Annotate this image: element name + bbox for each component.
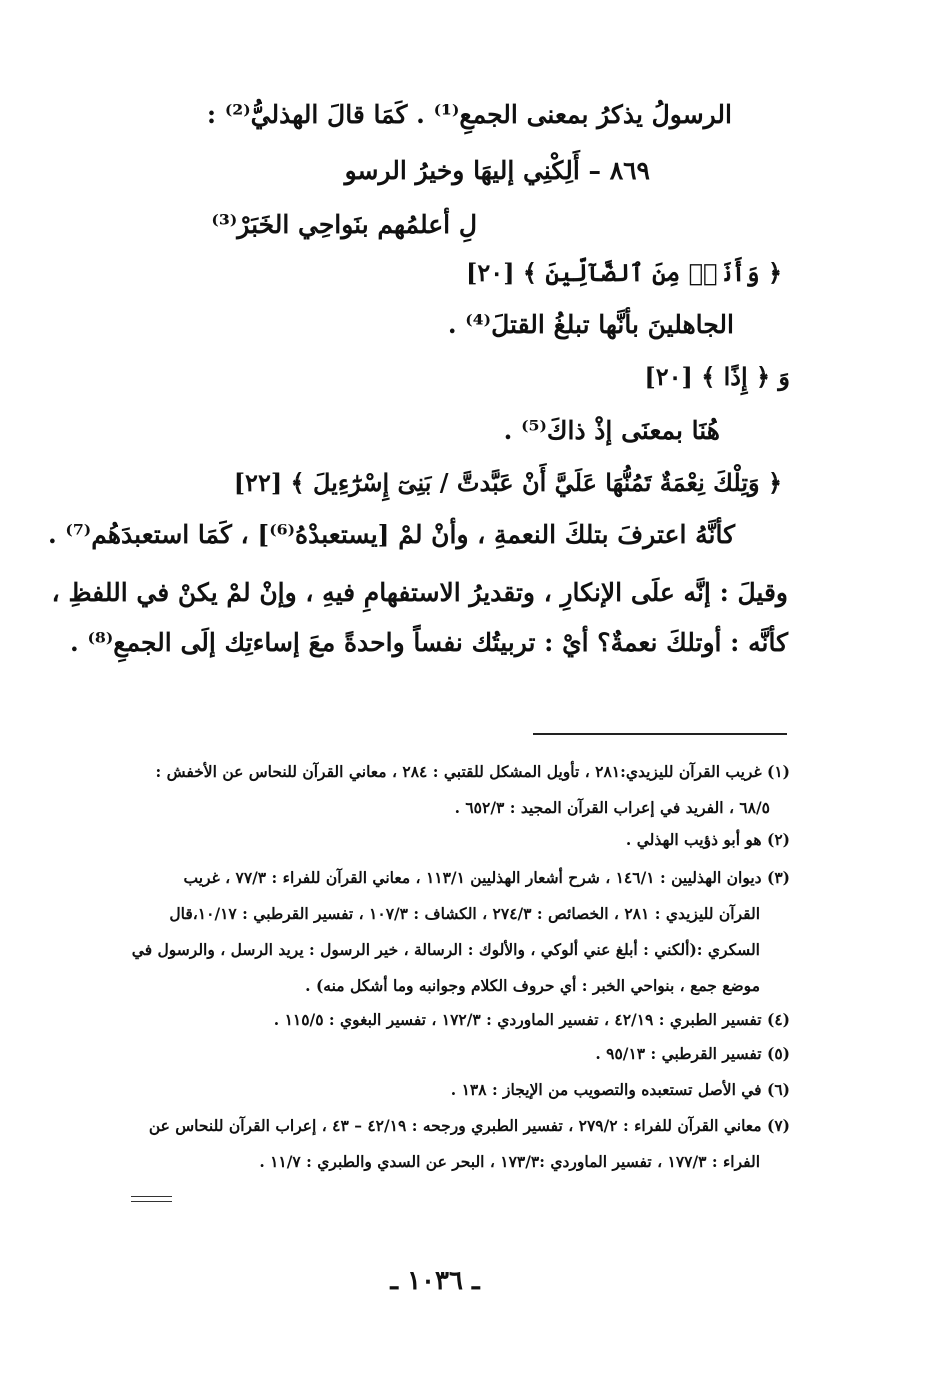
body-line: وقيلَ : إنَّه علَى الإنكارِ ، وتقديرُ الاستفهامِ فيهِ ، وإنْ لمْ يكنْ في اللفظِ ، xyxy=(51,578,788,607)
body-line: الرسولُ يذكرُ بمعنى الجمعِ⁽¹⁾ . كَمَا قالَ الهذليُّ⁽²⁾ : xyxy=(206,100,732,129)
footnote-line: (٧) معاني القرآن للفراء : ٢٧٩/٢ ، تفسير الطبري ورجحه : ٤٢/١٩ – ٤٣ ، إعراب القرآن للنحاس عن xyxy=(148,1116,790,1135)
poem-line: ٨٦٩ – أَلِكْنِي إليهَا وخيرُ الرسو xyxy=(344,156,650,185)
quran-verse: ﴿ وَأَنَا۠ مِنَ ٱلضَّآلِّينَ ﴾ [٢٠] xyxy=(466,258,782,287)
footnote-line: موضع جمع ، بنواحي الخبر : أي حروف الكلام وجوانبه وما أشكل منه) . xyxy=(305,976,760,995)
body-line: الجاهلينَ بأنَّها تبلغُ القتلَ⁽⁴⁾ . xyxy=(447,310,734,339)
body-line: كأنَّهُ اعترفَ بتلكَ النعمةِ ، وأنْ لمْ [يستعبدْهُ⁽⁶⁾] ، كَمَا استعبدَهُم⁽⁷⁾ . xyxy=(47,520,735,549)
footnote-line: ٦٨/٥ ، الفريد في إعراب القرآن المجيد : ٦٥٢/٣ . xyxy=(454,798,770,817)
footnote-line: السكري :(ألكني : أبلغ عني ألوكي ، والألوك : الرسالة ، خير الرسول : يريد الرسل ، والرسول في xyxy=(131,940,760,959)
quran-verse: وَ ﴿ إِذًا ﴾ [٢٠] xyxy=(644,362,790,391)
footnote-line: (٣) ديوان الهذليين : ١٤٦/١ ، شرح أشعار الهذليين ١١٣/١ ، معاني القرآن للفراء : ٧٧/٣ ، غريب xyxy=(183,868,790,887)
footnote-line: (٦) في الأصل تستعبده والتصويب من الإيجاز : ١٣٨ . xyxy=(450,1080,790,1099)
footnote-line: (٢) هو أبو ذؤيب الهذلي . xyxy=(625,830,790,849)
footnote-separator xyxy=(533,733,787,735)
body-line: هُنَا بمعنَى إذْ ذاكَ⁽⁵⁾ . xyxy=(503,416,720,445)
footnote-line: (٥) تفسير القرطبي : ٩٥/١٣ . xyxy=(595,1044,790,1063)
footnote-line: (١) غريب القرآن لليزيدي:٢٨١ ، تأويل المشكل للقتبي : ٢٨٤ ، معاني القرآن للنحاس عن الأخفش : xyxy=(155,762,790,781)
poem-line: لِ أعلمُهم بنَواحِي الخَبَرْ⁽³⁾ xyxy=(211,210,477,239)
footnote-line: القرآن لليزيدي : ٢٨١ ، الخصائص : ٢٧٤/٣ ، الكشاف : ١٠٧/٣ ، تفسير القرطبي : ١٠/١٧،قال xyxy=(169,904,760,923)
page-number: ـ ١٠٣٦ ـ xyxy=(390,1266,480,1296)
quran-verse: ﴿ وَتِلْكَ نِعْمَةٌ تَمُنُّهَا عَلَيَّ أَنْ عَبَّدتَّ / بَنِىٓ إِسْرَٰٓءِيلَ ﴾ [٢٢] xyxy=(233,468,782,497)
footnote-line: (٤) تفسير الطبري : ٤٢/١٩ ، تفسير الماوردي : ١٧٢/٣ ، تفسير البغوي : ١١٥/٥ . xyxy=(273,1010,790,1029)
body-line: كأنَّه : أوتلكَ نعمةٌ؟ أيْ : تربيتُك نفساً واحدةً معَ إساءتِك إلَى الجمعِ⁽⁸⁾ . xyxy=(70,628,788,657)
end-marker xyxy=(131,1196,172,1202)
footnote-line: الفراء : ١٧٧/٣ ، تفسير الماوردي :١٧٣/٣ ، البحر عن السدي والطبري : ١١/٧ . xyxy=(259,1152,760,1171)
